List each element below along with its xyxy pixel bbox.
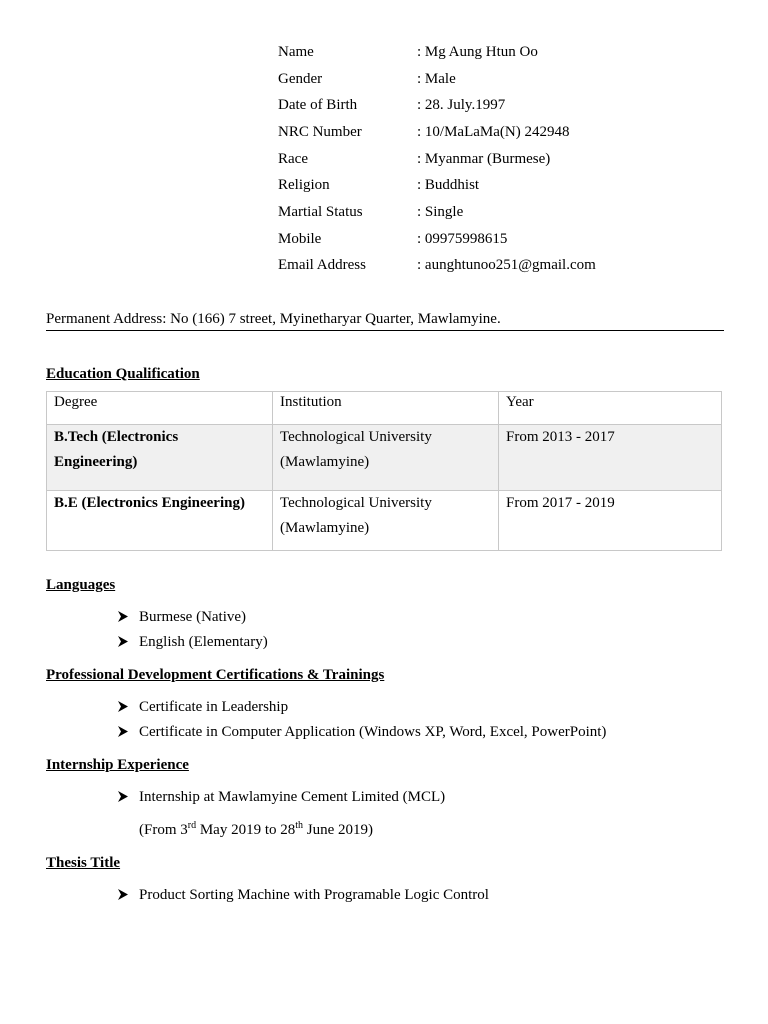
degree-cell [47, 491, 273, 551]
list-item: Product Sorting Machine with Programable Logic Control [139, 887, 489, 903]
name-label: Name [278, 44, 314, 60]
header-degree [47, 392, 273, 425]
nrc-label: NRC Number [278, 124, 362, 140]
period-middle: May 2019 to 28 [196, 822, 296, 838]
header-institution-text: Institution [280, 394, 342, 410]
degree-line: B.Tech (Electronics [54, 429, 179, 445]
institution-line: (Mawlamyine) [280, 520, 370, 536]
year-cell [499, 425, 722, 491]
name-value: : Mg Aung Htun Oo [417, 44, 538, 60]
dob-label: Date of Birth [278, 97, 358, 113]
header-year [499, 392, 722, 425]
institution-line: Technological University [280, 495, 432, 511]
list-item: Certificate in Leadership [139, 699, 289, 715]
list-item: English (Elementary) [139, 634, 268, 650]
arrow-bullet-icon [117, 722, 129, 740]
degree-line: Engineering) [54, 454, 138, 470]
table-row [47, 491, 722, 551]
year-text: From 2013 - 2017 [506, 429, 615, 445]
marital-status-label: Martial Status [278, 204, 363, 220]
gender-label: Gender [278, 71, 323, 87]
period-prefix: (From 3 [139, 822, 188, 838]
email-label: Email Address [278, 257, 366, 273]
year-text: From 2017 - 2019 [506, 495, 615, 511]
thesis-heading: Thesis Title [46, 855, 121, 871]
arrow-bullet-icon [117, 607, 129, 625]
list-item: Burmese (Native) [139, 609, 247, 625]
nrc-value: : 10/MaLaMa(N) 242948 [417, 124, 570, 140]
list-item: Internship at Mawlamyine Cement Limited (MCL) [139, 789, 446, 805]
languages-heading: Languages [46, 577, 116, 593]
marital-status-value: : Single [417, 204, 464, 220]
list-item: Certificate in Computer Application (Windows XP, Word, Excel, PowerPoint) [139, 724, 607, 740]
ordinal-suffix: rd [187, 820, 197, 831]
address-divider [46, 330, 724, 331]
institution-cell [273, 425, 499, 491]
religion-value: : Buddhist [417, 177, 480, 193]
education-heading: Education Qualification [46, 366, 200, 382]
dob-value: : 28. July.1997 [417, 97, 506, 113]
arrow-bullet-icon [117, 787, 129, 805]
race-value: : Myanmar (Burmese) [417, 151, 551, 167]
table-header-row [47, 392, 722, 425]
degree-line: B.E (Electronics Engineering) [54, 495, 245, 511]
institution-line: (Mawlamyine) [280, 454, 370, 470]
ordinal-suffix: th [295, 820, 304, 831]
period-suffix: June 2019) [303, 822, 374, 838]
certifications-heading: Professional Development Certifications & Trainings [46, 667, 385, 683]
institution-line: Technological University [280, 429, 432, 445]
religion-label: Religion [278, 177, 330, 193]
header-degree-text: Degree [54, 394, 98, 410]
email-value: : aunghtunoo251@gmail.com [417, 257, 596, 273]
year-cell [499, 491, 722, 551]
table-row [47, 425, 722, 491]
internship-period [139, 821, 373, 839]
degree-cell [47, 425, 273, 491]
internship-heading: Internship Experience [46, 757, 189, 773]
gender-value: : Male [417, 71, 456, 87]
arrow-bullet-icon [117, 697, 129, 715]
race-label: Race [278, 151, 308, 167]
education-table [46, 391, 722, 551]
mobile-value: : 09975998615 [417, 231, 508, 247]
arrow-bullet-icon [117, 632, 129, 650]
arrow-bullet-icon [117, 885, 129, 903]
header-institution [273, 392, 499, 425]
header-year-text: Year [506, 394, 534, 410]
institution-cell [273, 491, 499, 551]
permanent-address: Permanent Address: No (166) 7 street, Myinetharyar Quarter, Mawlamyine. [46, 311, 501, 327]
mobile-label: Mobile [278, 231, 322, 247]
